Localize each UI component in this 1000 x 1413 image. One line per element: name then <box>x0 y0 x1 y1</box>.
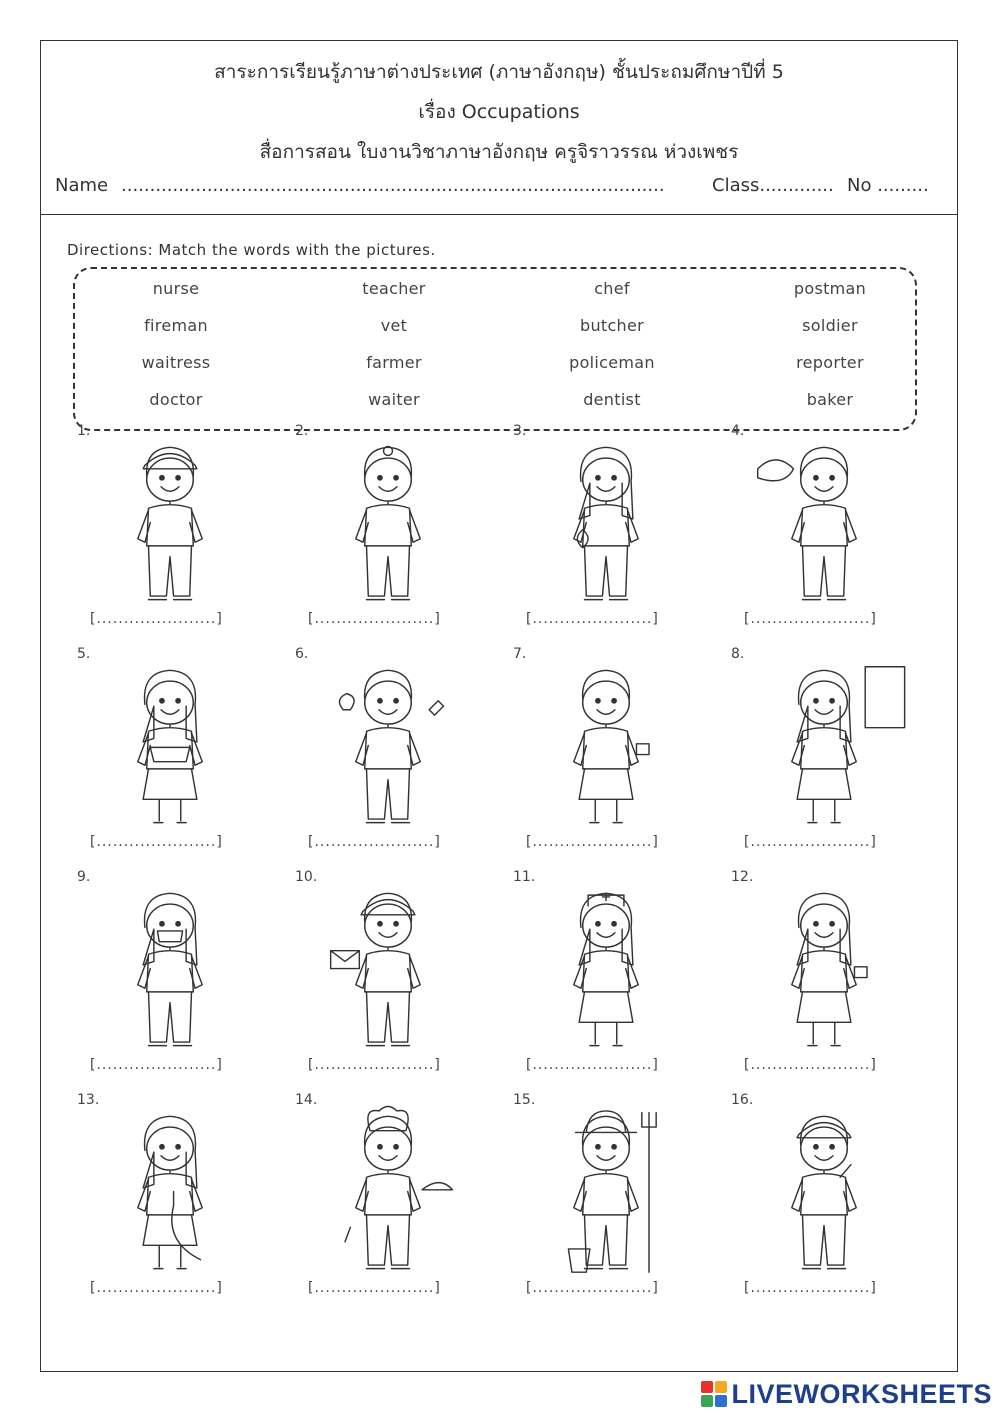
item-number: 10. <box>295 869 318 885</box>
item-number: 12. <box>731 869 754 885</box>
item-number: 15. <box>513 1092 536 1108</box>
picture-item <box>695 1092 913 1314</box>
number-field[interactable]: No ......... <box>847 175 929 196</box>
picture-item <box>477 869 695 1091</box>
doctor-figure-icon <box>299 433 477 605</box>
picture-item <box>41 646 259 868</box>
picture-item <box>477 423 695 645</box>
word-bank-word[interactable]: doctor <box>149 390 203 409</box>
word-bank-word[interactable]: policeman <box>569 353 655 372</box>
item-number: 8. <box>731 646 745 662</box>
picture-item <box>477 646 695 868</box>
item-number: 16. <box>731 1092 754 1108</box>
answer-field[interactable]: [......................] <box>744 1280 877 1296</box>
word-bank-word[interactable]: reporter <box>796 353 864 372</box>
worksheet-page <box>40 40 958 1372</box>
answer-field[interactable]: [......................] <box>308 1057 441 1073</box>
word-bank-word[interactable]: nurse <box>152 279 200 298</box>
word-bank-word[interactable]: postman <box>793 279 867 298</box>
baker-figure-icon <box>81 656 259 828</box>
logo-square <box>701 1395 713 1407</box>
waitress-figure-icon <box>735 879 913 1051</box>
item-number: 6. <box>295 646 309 662</box>
word-bank-word[interactable]: dentist <box>583 390 641 409</box>
item-number: 2. <box>295 423 309 439</box>
vet-figure-icon <box>517 433 695 605</box>
item-number: 3. <box>513 423 527 439</box>
logo-square <box>715 1381 727 1393</box>
item-number: 1. <box>77 423 91 439</box>
logo-text: LIVEWORKSHEETS <box>731 1378 992 1409</box>
answer-field[interactable]: [......................] <box>744 611 877 627</box>
teacher-line: สื่อการสอน ใบงานวิชาภาษาอังกฤษ ครูจิราวรรณ ห่วงเพชร <box>259 141 739 163</box>
answer-field[interactable]: [......................] <box>90 1280 223 1296</box>
picture-item <box>695 423 913 645</box>
nurse-figure-icon <box>517 879 695 1051</box>
farmer-figure-icon <box>517 1102 695 1274</box>
answer-field[interactable]: [......................] <box>90 611 223 627</box>
picture-item <box>41 423 259 645</box>
liveworksheets-logo <box>701 1379 992 1409</box>
item-number: 4. <box>731 423 745 439</box>
item-number: 9. <box>77 869 91 885</box>
class-field[interactable]: Class............. <box>712 175 834 196</box>
word-bank-word[interactable]: butcher <box>579 316 645 335</box>
logo-square <box>715 1395 727 1407</box>
word-bank-word[interactable]: teacher <box>362 279 426 298</box>
picture-item <box>41 869 259 1091</box>
answer-field[interactable]: [......................] <box>744 834 877 850</box>
item-number: 7. <box>513 646 527 662</box>
reporter-figure-icon <box>81 1102 259 1274</box>
soldier-figure-icon <box>735 1102 913 1274</box>
word-bank-word[interactable]: farmer <box>366 353 422 372</box>
item-number: 5. <box>77 646 91 662</box>
picture-item <box>695 869 913 1091</box>
chef-figure-icon <box>299 1102 477 1274</box>
word-bank-word[interactable]: fireman <box>144 316 208 335</box>
item-number: 11. <box>513 869 536 885</box>
postman-figure-icon <box>299 879 477 1051</box>
answer-field[interactable]: [......................] <box>526 611 659 627</box>
word-bank-word[interactable]: waitress <box>141 353 211 372</box>
picture-item <box>259 869 477 1091</box>
logo-square <box>701 1381 713 1393</box>
word-bank-word[interactable]: chef <box>594 279 630 298</box>
answer-field[interactable]: [......................] <box>90 834 223 850</box>
teacher-figure-icon <box>735 656 913 828</box>
picture-item <box>41 1092 259 1314</box>
word-bank-word[interactable]: baker <box>806 390 854 409</box>
policeman-figure-icon <box>81 433 259 605</box>
directions-text: Directions: Match the words with the pictures. <box>67 241 436 259</box>
word-bank-word[interactable]: soldier <box>802 316 858 335</box>
picture-item <box>259 423 477 645</box>
answer-field[interactable]: [......................] <box>90 1057 223 1073</box>
picture-item <box>259 646 477 868</box>
fireman-figure-icon <box>735 433 913 605</box>
answer-field[interactable]: [......................] <box>526 834 659 850</box>
name-label: Name <box>55 175 109 196</box>
picture-item <box>695 646 913 868</box>
item-number: 14. <box>295 1092 318 1108</box>
header-divider <box>41 214 957 215</box>
butcher-figure-icon <box>299 656 477 828</box>
answer-field[interactable]: [......................] <box>308 611 441 627</box>
answer-field[interactable]: [......................] <box>308 1280 441 1296</box>
word-bank-word[interactable]: waiter <box>368 390 420 409</box>
waiter-figure-icon <box>517 656 695 828</box>
student-info-row <box>55 175 939 201</box>
item-number: 13. <box>77 1092 100 1108</box>
answer-field[interactable]: [......................] <box>526 1057 659 1073</box>
subject-title: สาระการเรียนรู้ภาษาต่างประเทศ (ภาษาอังกฤษ) ชั้นประถมศึกษาปีที่ 5 <box>214 61 784 83</box>
answer-field[interactable]: [......................] <box>308 834 441 850</box>
dentist-figure-icon <box>81 879 259 1051</box>
answer-field[interactable]: [......................] <box>744 1057 877 1073</box>
picture-item <box>477 1092 695 1314</box>
name-field[interactable]: ............................................................................................... <box>121 175 665 196</box>
lesson-title: เรื่อง Occupations <box>418 101 580 123</box>
answer-field[interactable]: [......................] <box>526 1280 659 1296</box>
picture-item <box>259 1092 477 1314</box>
word-bank-word[interactable]: vet <box>380 316 408 335</box>
liveworksheets-logo-icon <box>701 1381 727 1407</box>
